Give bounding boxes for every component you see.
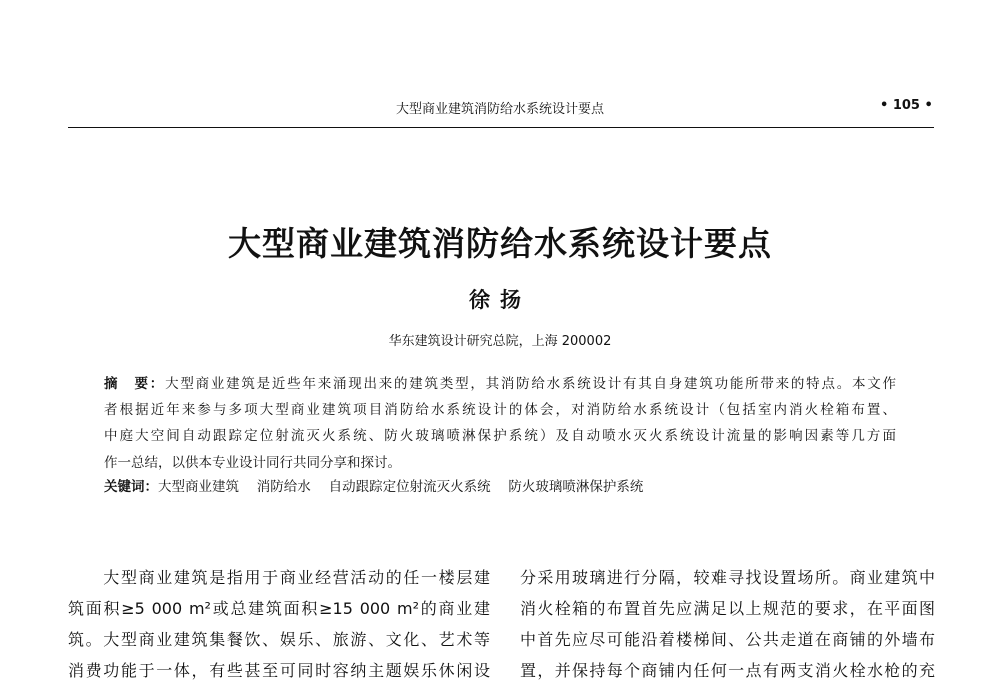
page-number: • 105 • <box>880 98 933 113</box>
body-line: 中首先应尽可能沿着楼梯间、公共走道在商铺的外墙布 <box>520 630 935 649</box>
keywords <box>104 475 896 495</box>
body-line: 消火栓箱的布置首先应满足以上规范的要求，在平面图 <box>520 599 935 618</box>
abstract-line: 摘 要：大型商业建筑是近些年来涌现出来的建筑类型，其消防给水系统设计有其自身建筑功能所带来的特点。本文作 <box>104 376 897 392</box>
paper-title: 大型商业建筑消防给水系统设计要点 <box>228 224 772 263</box>
abstract-label: 摘 要： <box>104 376 166 392</box>
body-line: 筑面积≥5 000 m²或总建筑面积≥15 000 m²的商业建 <box>68 599 490 618</box>
author: 徐扬 <box>469 288 531 312</box>
keyword: 消防给水 <box>256 479 311 495</box>
body-line: 筑。大型商业建筑集餐饮、娱乐、旅游、文化、艺术等 <box>68 630 490 649</box>
abstract-line: 作一总结，以供本专业设计同行共同分享和探讨。 <box>104 455 401 471</box>
keyword: 防火玻璃喷淋保护系统 <box>508 479 644 495</box>
keywords-label: 关键词： <box>104 479 158 495</box>
body-line: 消费功能于一体，有些甚至可同时容纳主题娱乐休闲设 <box>68 661 490 680</box>
keyword: 大型商业建筑 <box>158 479 239 495</box>
keyword: 自动跟踪定位射流灭火系统 <box>328 479 491 495</box>
body-column-right <box>520 562 935 684</box>
body-column-left <box>68 562 490 684</box>
abstract-line: 者根据近年来参与多项大型商业建筑项目消防给水系统设计的体会，对消防给水系统设计（包括室内消火栓箱布置、 <box>104 402 896 418</box>
body-line: 置，并保持每个商铺内任何一点有两支消火栓水枪的充 <box>520 661 935 680</box>
body-line: 大型商业建筑是指用于商业经营活动的任一楼层建 <box>68 568 490 587</box>
body-line: 分采用玻璃进行分隔，较难寻找设置场所。商业建筑中 <box>520 568 935 587</box>
abstract-line: 中庭大空间自动跟踪定位射流灭火系统、防火玻璃喷淋保护系统）及自动喷水灭火系统设计流量的影响因素等几方面 <box>104 428 896 444</box>
header-rule <box>68 127 934 128</box>
running-title: 大型商业建筑消防给水系统设计要点 <box>395 102 604 117</box>
affiliation: 华东建筑设计研究总院，上海 200002 <box>388 334 612 349</box>
